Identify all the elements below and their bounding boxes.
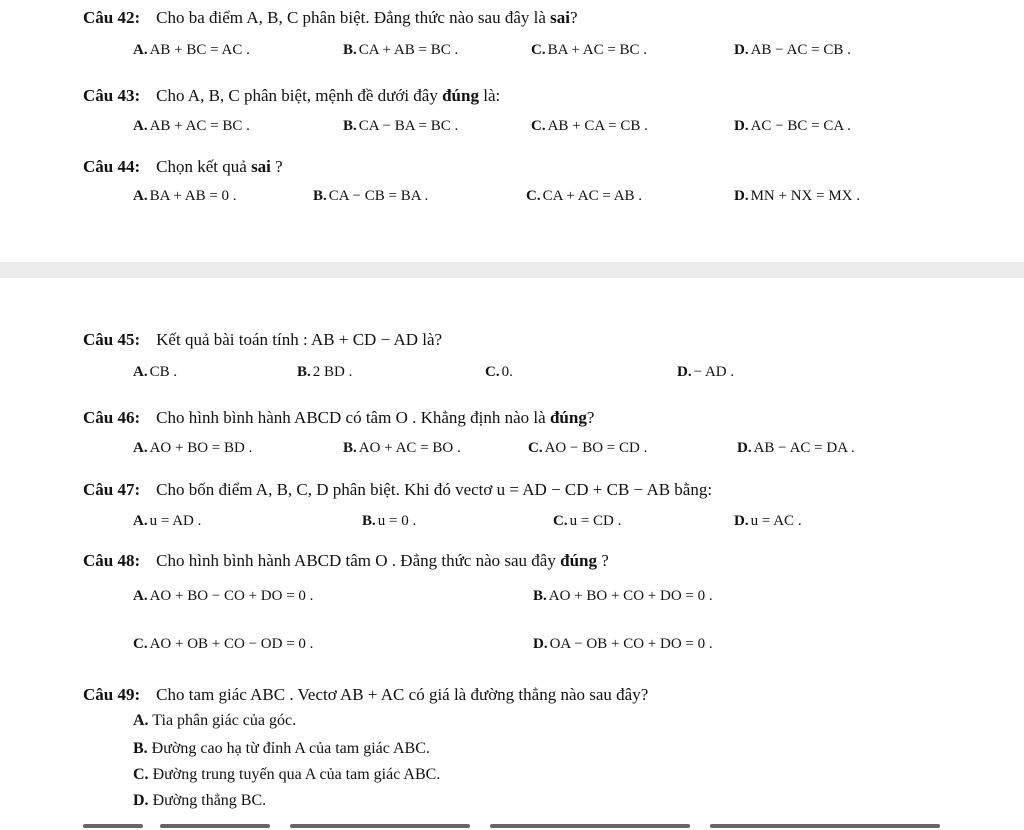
question-number: Câu 47: (83, 480, 141, 499)
option-label: C. (528, 440, 543, 456)
option-a[interactable] (133, 712, 296, 730)
option-expression: BA + AB = 0 . (149, 188, 237, 204)
option-expression: CA + AB = BC . (358, 42, 459, 58)
option-expression: AO − BO = CD . (544, 440, 648, 456)
question-number: Câu 42: (83, 8, 141, 27)
option-label: D. (133, 792, 149, 809)
option-c[interactable] (531, 118, 648, 135)
option-label: D. (734, 42, 749, 58)
option-text: Tia phân giác của góc. (152, 712, 297, 729)
option-d[interactable] (734, 118, 851, 135)
question-49 (83, 685, 648, 705)
option-label: B. (343, 440, 357, 456)
question-emphasis: đúng (549, 408, 587, 427)
option-d[interactable] (737, 440, 855, 457)
option-expression: CA − CB = BA . (328, 188, 429, 204)
question-text: Kết quả bài toán tính : AB + CD − AD là? (156, 330, 443, 349)
option-c[interactable] (526, 188, 642, 205)
option-b[interactable] (133, 740, 430, 758)
question-text: Cho tam giác ABC . Vectơ AB + AC có giá là đường thẳng nào sau đây? (156, 685, 649, 704)
option-label: A. (133, 364, 148, 380)
option-label: D. (734, 513, 749, 529)
option-label: B. (362, 513, 376, 529)
option-b[interactable] (343, 440, 461, 457)
option-c[interactable] (485, 364, 513, 381)
option-label: A. (133, 42, 148, 58)
question-end: ? (586, 408, 595, 427)
option-expression: 0. (501, 364, 513, 380)
question-number: Câu 49: (83, 685, 141, 704)
question-emphasis: sai (251, 157, 271, 176)
option-expression: u = AD . (149, 513, 202, 529)
option-label: C. (133, 636, 148, 652)
option-expression: u = CD . (569, 513, 622, 529)
option-b[interactable] (343, 118, 458, 135)
question-43 (83, 86, 500, 106)
cut-off-next-line (0, 822, 1024, 830)
option-label: A. (133, 118, 148, 134)
question-number: Câu 43: (83, 86, 141, 105)
option-c[interactable] (133, 766, 440, 784)
option-expression: AB + CA = CB . (547, 118, 648, 134)
option-label: A. (133, 513, 148, 529)
option-label: A. (133, 440, 148, 456)
option-expression: AO + BO − CO + DO = 0 . (149, 588, 314, 604)
option-expression: CB . (149, 364, 178, 380)
question-48 (83, 551, 609, 571)
question-emphasis: sai (550, 8, 571, 27)
option-b[interactable] (533, 588, 713, 605)
question-emphasis: đúng (560, 551, 597, 570)
question-44 (83, 157, 283, 177)
question-end: ? (570, 8, 578, 27)
question-end: ? (601, 551, 609, 570)
option-expression: CA − BA = BC . (358, 118, 459, 134)
option-c[interactable] (553, 513, 621, 530)
option-label: A. (133, 588, 148, 604)
option-b[interactable] (362, 513, 416, 530)
option-text: Đường thẳng BC. (152, 792, 267, 809)
option-a[interactable] (133, 118, 250, 135)
option-d[interactable] (677, 364, 734, 381)
option-label: A. (133, 188, 148, 204)
option-label: D. (677, 364, 692, 380)
option-expression: AO + OB + CO − OD = 0 . (149, 636, 314, 652)
page-separator (0, 262, 1024, 278)
option-label: B. (533, 588, 547, 604)
question-46 (83, 408, 594, 428)
option-a[interactable] (133, 42, 250, 59)
question-42 (83, 8, 578, 28)
option-label: B. (133, 740, 148, 757)
option-expression: u = 0 . (377, 513, 417, 529)
option-expression: AB − AC = CB . (750, 42, 851, 58)
option-label: C. (133, 766, 149, 783)
option-expression: BA + AC = BC . (547, 42, 648, 58)
question-text: Cho A, B, C phân biệt, mệnh đề dưới đây (156, 86, 438, 105)
question-emphasis: đúng (442, 86, 479, 105)
option-label: B. (297, 364, 311, 380)
option-expression: 2 BD . (312, 364, 353, 380)
option-text: Đường cao hạ từ đỉnh A của tam giác ABC. (151, 740, 430, 757)
option-expression: AC − BC = CA . (750, 118, 851, 134)
option-expression: AO + BO = BD . (149, 440, 253, 456)
option-label: A. (133, 712, 149, 729)
option-label: D. (734, 188, 749, 204)
option-c[interactable] (531, 42, 647, 59)
question-end: ? (275, 157, 283, 176)
question-text: Cho ba điểm A, B, C phân biệt. Đẳng thức nào sau đây là (156, 8, 546, 27)
option-b[interactable] (297, 364, 352, 381)
option-expression: AO + AC = BO . (358, 440, 461, 456)
option-label: C. (553, 513, 568, 529)
option-label: D. (734, 118, 749, 134)
option-expression: OA − OB + CO + DO = 0 . (549, 636, 713, 652)
option-expression: AB + AC = BC . (149, 118, 250, 134)
question-text: Cho hình bình hành ABCD có tâm O . Khẳng định nào là (156, 408, 546, 427)
option-expression: u = AC . (750, 513, 802, 529)
question-number: Câu 48: (83, 551, 141, 570)
option-expression: AB − AC = DA . (753, 440, 855, 456)
option-b[interactable] (343, 42, 458, 59)
option-label: C. (485, 364, 500, 380)
option-d[interactable] (734, 42, 851, 59)
question-text: Chọn kết quả (156, 157, 247, 176)
question-45 (83, 330, 442, 350)
option-text: Đường trung tuyến qua A của tam giác ABC. (152, 766, 441, 783)
question-number: Câu 45: (83, 330, 141, 349)
option-label: B. (343, 118, 357, 134)
option-d[interactable] (734, 188, 860, 205)
option-expression: AO + BO + CO + DO = 0 . (548, 588, 713, 604)
option-b[interactable] (313, 188, 428, 205)
question-text: Cho bốn điểm A, B, C, D phân biệt. Khi đó vectơ u = AD − CD + CB − AB bằng: (156, 480, 713, 499)
page-top (0, 0, 1024, 262)
option-expression: MN + NX = MX . (750, 188, 861, 204)
option-d[interactable] (734, 513, 802, 530)
option-d[interactable] (133, 792, 266, 810)
option-c[interactable] (528, 440, 647, 457)
option-label: B. (313, 188, 327, 204)
option-label: C. (531, 118, 546, 134)
question-number: Câu 46: (83, 408, 141, 427)
option-c[interactable] (133, 636, 313, 653)
option-a[interactable] (133, 588, 313, 605)
option-a[interactable] (133, 440, 252, 457)
option-expression: CA + AC = AB . (542, 188, 643, 204)
question-47 (83, 480, 712, 500)
option-label: C. (526, 188, 541, 204)
question-text: Cho hình bình hành ABCD tâm O . Đẳng thức nào sau đây (156, 551, 556, 570)
question-end: là: (483, 86, 501, 105)
option-a[interactable] (133, 188, 237, 205)
option-a[interactable] (133, 364, 177, 381)
option-expression: AB + BC = AC . (149, 42, 250, 58)
option-expression: − AD . (693, 364, 735, 380)
option-label: C. (531, 42, 546, 58)
option-d[interactable] (533, 636, 713, 653)
question-number: Câu 44: (83, 157, 141, 176)
option-label: D. (737, 440, 752, 456)
option-label: D. (533, 636, 548, 652)
option-a[interactable] (133, 513, 201, 530)
option-label: B. (343, 42, 357, 58)
